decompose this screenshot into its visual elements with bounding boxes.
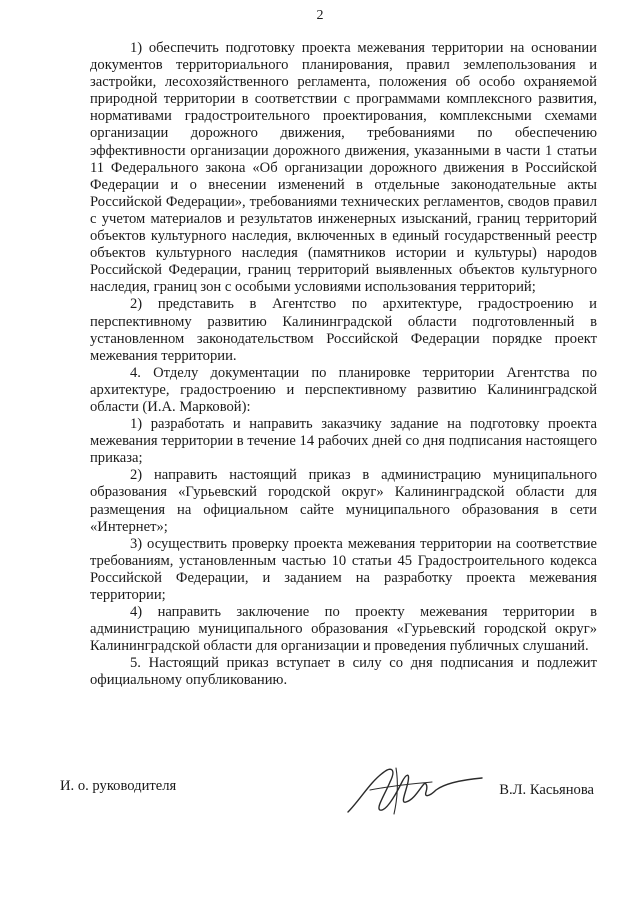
signatory-name: В.Л. Касьянова xyxy=(499,782,594,798)
paragraph-4-4-conclusion: 4) направить заключение по проекту межевания территории в администрацию муниципального образования «Гурьевский городской округ» Калининградской области для организации и проведения публичных слушаний. xyxy=(90,604,597,655)
handwritten-signature xyxy=(340,760,490,820)
paragraph-1-1-preparation: 1) обеспечить подготовку проекта межевания территории на основании документов территориального планирования, правил землепользования и застройки, лесохозяйственного регламента, положения об особо охраняемой природной территории в соответствии с программами комплексного развития, нормативами градостроительного проектирования, комплексными схемами организации дорожного движения, требованиями по обеспечению эффективности организации дорожного движения, указанными в части 1 статьи 11 Федерального закона «Об организации дорожного движения в Российской Федерации и о внесении изменений в отдельные законодательные акты Российской Федерации», требованиями технических регламентов, сводов правил с учетом материалов и результатов инженерных изысканий, границ территорий объектов культурного наследия, включенных в единый государственный реестр объектов культурного наследия (памятников истории и культуры) народов Российской Федерации, границ территорий выявленных объектов культурного наследия, границ зон с особыми условиями использования территорий; xyxy=(90,40,597,296)
paragraph-4-department: 4. Отделу документации по планировке территории Агентства по архитектуре, градостроению и перспективному развитию Калининградской области (И.А. Марковой): xyxy=(90,364,597,415)
signature-block xyxy=(60,760,600,830)
page-number: 2 xyxy=(316,8,324,23)
paragraph-5-effect: 5. Настоящий приказ вступает в силу со дня подписания и подлежит официальному опубликованию. xyxy=(90,655,597,689)
paragraph-4-1-task: 1) разработать и направить заказчику задание на подготовку проекта межевания территории в течение 14 рабочих дней со дня подписания настоящего приказа; xyxy=(90,416,597,467)
paragraph-4-3-check: 3) осуществить проверку проекта межевания территории на соответствие требованиям, установленным частью 10 статьи 45 Градостроительного кодекса Российской Федерации, и заданием на разработку проекта межевания территории; xyxy=(90,535,597,603)
signatory-position: И. о. руководителя xyxy=(60,778,177,794)
document-body xyxy=(90,40,597,690)
paragraph-4-2-send-order: 2) направить настоящий приказ в администрацию муниципального образования «Гурьевский городской округ» Калининградской области для размещения на официальном сайте муниципального образования в сети «Интернет»; xyxy=(90,467,597,535)
paragraph-1-2-submit: 2) представить в Агентство по архитектуре, градостроению и перспективному развитию Калининградской области подготовленный в установленном законодательством Российской Федерации порядке проект межевания территории. xyxy=(90,296,597,364)
